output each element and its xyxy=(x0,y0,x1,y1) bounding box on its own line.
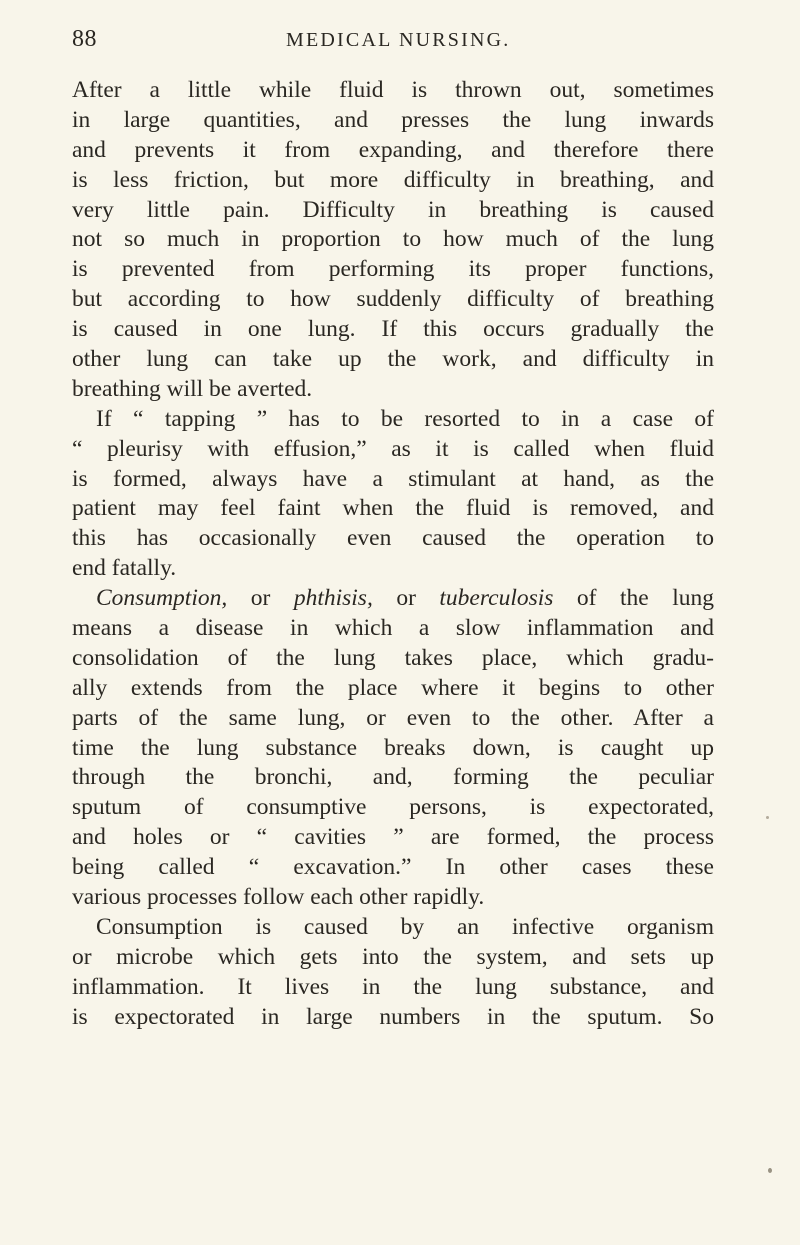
text-line: end fatally. xyxy=(72,555,177,582)
text-line: means a disease in which a slow inflammation and xyxy=(72,615,714,642)
text-line: and holes or “ cavities ” are formed, the process xyxy=(72,824,714,851)
text-line: in large quantities, and presses the lung inwards xyxy=(72,106,714,133)
text-line: but according to how suddenly difficulty of breathing xyxy=(72,286,714,313)
text-line: consolidation of the lung takes place, which gradu- xyxy=(72,644,714,671)
text-line: is less friction, but more difficulty in breathing, and xyxy=(72,166,714,193)
text-line: is caused in one lung. If this occurs gradually the xyxy=(72,316,714,343)
term-separator: or xyxy=(372,585,440,612)
page-number: 88 xyxy=(72,26,97,52)
text-line: this has occasionally even caused the operation to xyxy=(72,525,714,552)
text-line: inflammation. It lives in the lung substance, and xyxy=(72,973,714,1000)
text-line: Consumption is caused by an infective organism xyxy=(96,913,714,940)
text-line: is formed, always have a stimulant at hand, as the xyxy=(72,465,714,492)
text-line: If “ tapping ” has to be resorted to in a case of xyxy=(96,405,714,432)
running-head: MEDICAL NURSING. xyxy=(286,29,511,51)
text-line: not so much in proportion to how much of the lung xyxy=(72,226,714,253)
text-line: breathing will be averted. xyxy=(72,375,313,402)
paper-speck xyxy=(766,816,769,819)
text-line: through the bronchi, and, forming the peculiar xyxy=(72,764,714,791)
text-line: After a little while fluid is thrown out, sometimes xyxy=(72,77,714,103)
text-line: patient may feel faint when the fluid is removed, and xyxy=(72,495,714,522)
text-line: other lung can take up the work, and difficulty in xyxy=(72,346,714,373)
term-separator: or xyxy=(227,585,294,612)
text-line: “ pleurisy with effusion,” as it is called when fluid xyxy=(72,435,714,462)
term-consumption: Consumption, xyxy=(96,585,228,612)
text-line: and prevents it from expanding, and therefore there xyxy=(72,136,714,163)
text-line: or microbe which gets into the system, and sets up xyxy=(72,943,714,970)
term-tuberculosis: tuberculosis xyxy=(439,585,554,612)
paper-speck xyxy=(768,1168,772,1173)
text-line: various processes follow each other rapidly. xyxy=(72,884,485,911)
text-line: is expectorated in large numbers in the sputum. So xyxy=(72,1003,714,1030)
text-line-with-terms xyxy=(72,584,714,614)
text-line: very little pain. Difficulty in breathing is caused xyxy=(72,196,714,223)
text-line: time the lung substance breaks down, is caught up xyxy=(72,734,714,761)
term-phthisis: phthisis, xyxy=(293,585,373,612)
line-remainder: of the lung xyxy=(553,585,714,612)
text-line: ally extends from the place where it begins to other xyxy=(72,674,714,701)
text-line: sputum of consumptive persons, is expectorated, xyxy=(72,794,714,821)
body-text xyxy=(72,76,714,1033)
text-line: being called “ excavation.” In other cases these xyxy=(72,854,714,881)
text-line: is prevented from performing its proper functions, xyxy=(72,256,714,283)
text-line: parts of the same lung, or even to the other. After a xyxy=(72,704,714,731)
